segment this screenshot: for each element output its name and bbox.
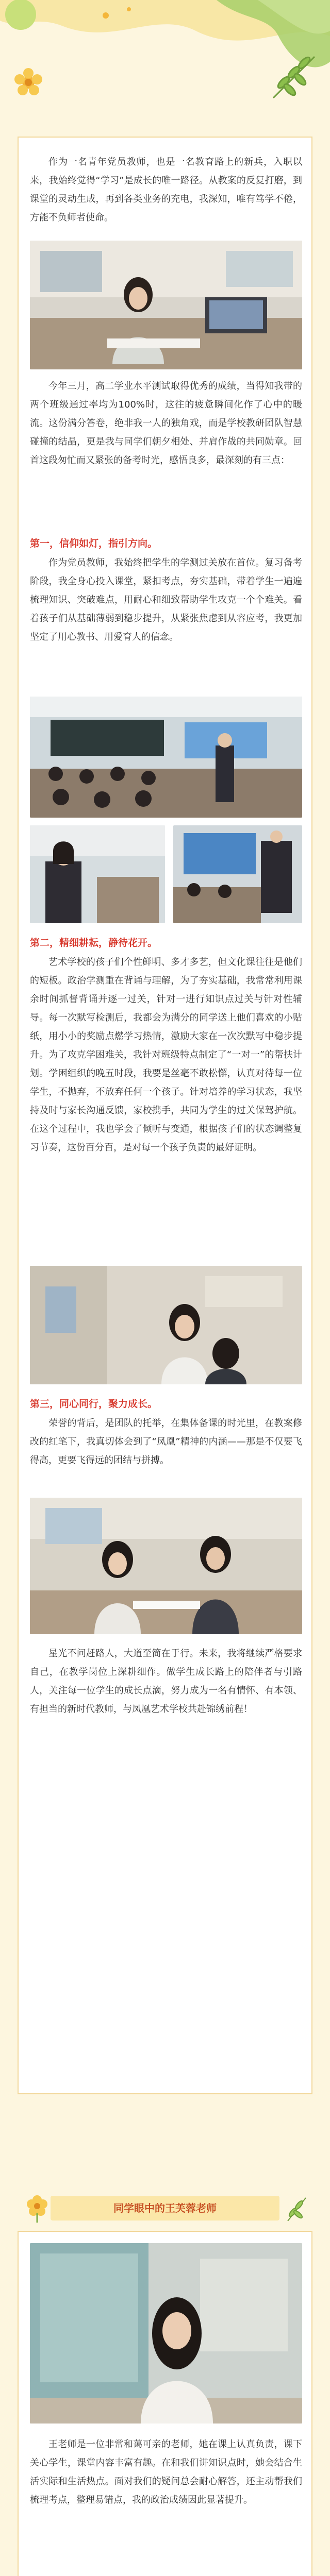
flower-icon xyxy=(23,2193,52,2224)
photo-classroom-screen xyxy=(173,825,302,923)
intro-paragraph-2: 今年三月，高二学业水平测试取得优秀的成绩，当得知我带的两个班级通过率均为100%时，这往的疲惫瞬间化作了心中的暖流。这份满分答卷，绝非我一人的独角戏，而是学校教研团队智慧碰撞的结晶，更是我与同学们朝夕相处、并肩作战的共同勋章。回首这段匆忙而又紧张的备考时光，感悟良多，最深刻的有三点： xyxy=(30,381,302,466)
banner-title: 同学眼中的王芙蓉老师 xyxy=(113,2202,217,2214)
section-1-heading: 第一，信仰如灯，指引方向。 xyxy=(30,538,158,549)
header-decoration xyxy=(0,0,330,113)
student-perspective-card xyxy=(18,2231,312,2576)
closing-paragraph: 星光不问赶路人，大道至简在于行。未来，我将继续严格要求自己，在教学岗位上深耕细作。做学生成长路上的陪伴者与引路人，关注每一位学生的成长点滴，努力成为一名有情怀、有本领、有担当的新时代教师，与凤凰艺术学校共赴锦绣前程！ xyxy=(30,1648,302,1715)
section-2-text: 艺术学校的孩子们个性鲜明、多才多艺，但文化课往往是他们的短板。政治学测重在背诵与理解，为了夯实基础，我常常利用课余时间抓督背诵并逐一过关，针对一进行知识点过关与针对性辅导。每一次默写检测后，我都会为满分的同学送上他们喜欢的小贴纸，用小小的奖励点燃学习热情，激励大家在一次次默写中稳步提升。为了攻克学困难关，我针对班级特点制定了“一对一”的帮扶计划。学困组织的晚五时段，我要是丝毫不敢松懈，认真对待每一位学生，不抛弃，不放弃任何一个孩子。针对培养的学习状态，我坚持及时与家长沟通反馈，家校携手，共同为学生的过关保驾护航。在这个过程中，我也学会了倾听与变通，根据孩子们的状态调整复习节奏，这份百分百，是对每一个孩子负责的最好证明。 xyxy=(30,957,302,1153)
section-3-heading: 第三，同心同行，聚力成长。 xyxy=(30,1398,158,1410)
section-2-heading: 第二，精细耕耘，静待花开。 xyxy=(30,937,158,948)
photo-group-lesson-prep xyxy=(30,1498,302,1634)
section-1-text: 作为党员教师，我始终把学生的学测过关放在首位。复习备考阶段，我全身心投入课堂，紧扣考点，夯实基础，带着学生一遍遍梳理知识、突破难点，用耐心和细致帮助学生攻克一个个难关。看着孩子们从基础薄弱到稳步提升，从紧张焦虑到从容应考，我更加坚定了用心教书、用爱育人的信念。 xyxy=(30,557,302,642)
photo-teacher-portrait xyxy=(30,2243,302,2424)
photo-one-on-one-tutoring xyxy=(30,1266,302,1384)
photo-teacher-at-desk xyxy=(30,241,302,369)
section-banner xyxy=(51,2196,279,2221)
photo-teacher-explaining xyxy=(30,825,165,923)
teacher-reflection-card xyxy=(18,137,312,2094)
leaf-sprig-icon xyxy=(283,2193,311,2224)
intro-paragraph-1: 作为一名青年党员教师，也是一名教育路上的新兵，入职以来，我始终觉得“学习”是成长的唯一路径。从教案的反复打磨，到课堂的灵动生成，再到各类业务的充电，我深知，唯有笃学不倦，方能不负师者使命。 xyxy=(30,157,302,223)
photo-classroom-lecture xyxy=(30,697,302,818)
student-paragraph-1: 王老师是一位非常和蔼可亲的老师，她在课上认真负责，课下关心学生，课堂内容丰富有趣。在和我们讲知识点时，她会结合生活实际和生活热点。面对我们的疑问总会耐心解答，还主动帮我们梳理考点，整理易错点，我的政治成绩因此显著提升。 xyxy=(30,2439,302,2505)
section-3-text: 荣誉的背后，是团队的托举，在集体备课的时光里，在教案修改的红笔下，我真切体会到了“凤凰”精神的内涵——那是不仅要飞得高，更要飞得远的团结与拼搏。 xyxy=(30,1418,302,1466)
